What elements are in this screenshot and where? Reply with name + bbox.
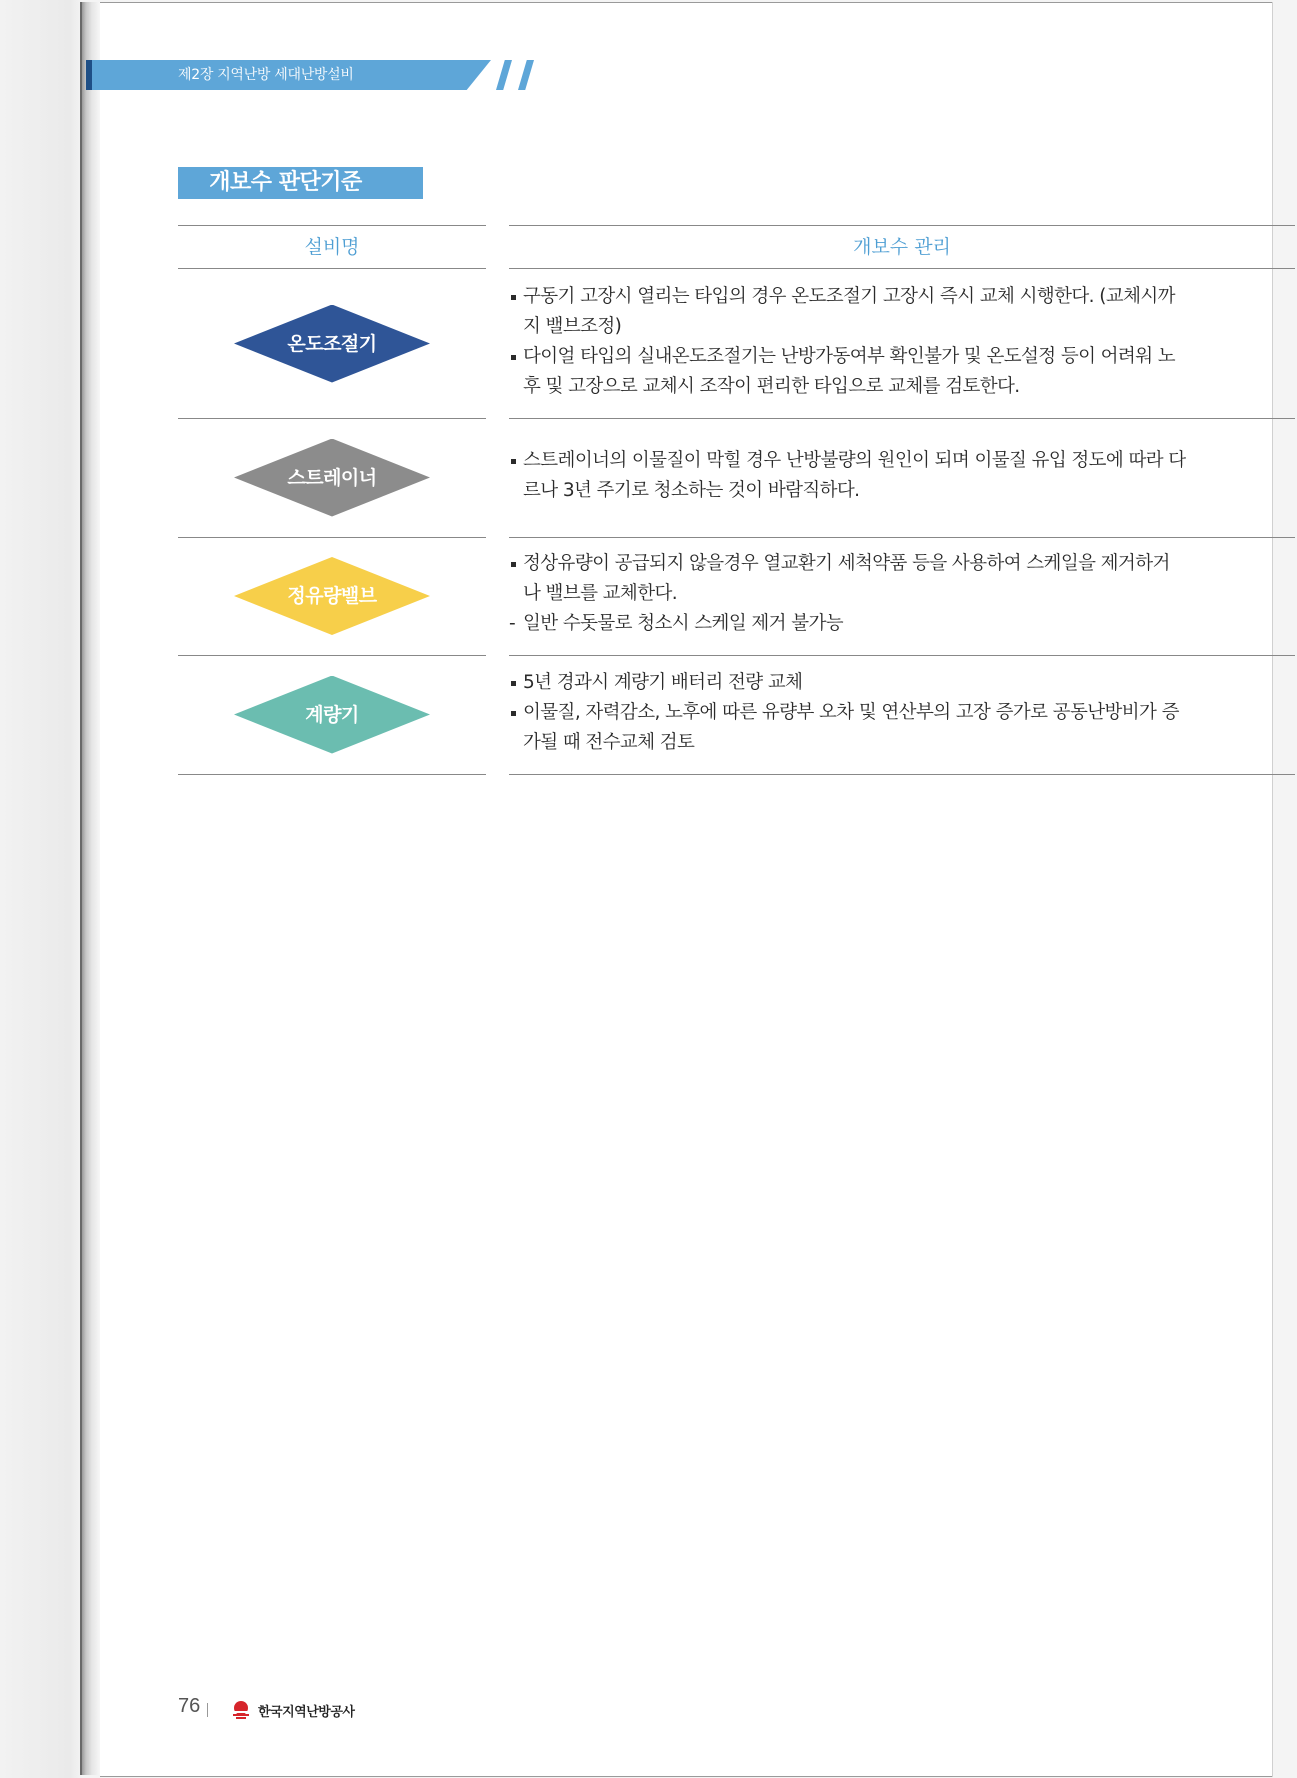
description-line: 나 밸브를 교체한다. <box>523 583 678 604</box>
document-page <box>100 2 1272 1777</box>
organization-name: 한국지역난방공사 <box>258 1705 355 1720</box>
description-line: 일반 수돗물로 청소시 스케일 제거 불가능 <box>523 613 844 634</box>
page-binding-edge <box>80 2 102 1775</box>
row-divider <box>509 418 1295 419</box>
description-line: 가될 때 전수교체 검토 <box>523 731 695 753</box>
description-item <box>509 549 1295 609</box>
row-divider <box>509 655 1295 656</box>
bullet-icon <box>511 355 516 360</box>
bullet-icon <box>511 711 516 716</box>
kdhc-logo-icon <box>230 1699 252 1721</box>
description-line: 구동기 고장시 열리는 타입의 경우 온도조절기 고장시 즉시 교체 시행한다. (교체시까 <box>523 285 1175 307</box>
page-number: 76 <box>178 1695 201 1717</box>
description-item <box>509 698 1295 758</box>
column-header-management: 개보수 관리 <box>509 225 1295 269</box>
management-description <box>509 446 1295 506</box>
row-divider <box>178 537 486 538</box>
chapter-label: 제2장 지역난방 세대난방설비 <box>178 67 354 83</box>
bullet-icon <box>511 295 516 300</box>
equipment-name: 스트레이너 <box>287 466 377 489</box>
description-line: 후 및 고장으로 교체시 조작이 편리한 타입으로 교체를 검토한다. <box>523 375 1020 397</box>
description-item <box>509 668 1295 698</box>
row-divider <box>178 655 486 656</box>
dash-marker: - <box>509 613 516 634</box>
section-title: 개보수 판단기준 <box>178 167 423 199</box>
description-line: 다이얼 타입의 실내온도조절기는 난방가동여부 확인불가 및 온도설정 등이 어려워 노 <box>523 345 1176 367</box>
description-line: 정상유량이 공급되지 않을경우 열교환기 세척약품 등을 사용하여 스케일을 제거하거 <box>523 553 1170 574</box>
row-divider <box>509 537 1295 538</box>
management-description <box>509 549 1295 639</box>
description-item <box>509 446 1295 506</box>
management-description <box>509 282 1295 402</box>
description-item <box>509 609 1295 639</box>
row-divider <box>178 418 486 419</box>
equipment-name: 정유량밸브 <box>287 585 377 607</box>
description-line: 지 밸브조정) <box>523 315 622 337</box>
bullet-icon <box>511 681 516 686</box>
description-line: 르나 3년 주기로 청소하는 것이 바람직하다. <box>523 479 860 501</box>
bullet-icon <box>511 459 516 464</box>
equipment-name: 계량기 <box>305 703 359 726</box>
column-header-equipment: 설비명 <box>178 225 486 269</box>
description-item <box>509 342 1295 402</box>
banner-stripe-decoration <box>496 60 512 90</box>
management-description <box>509 668 1295 758</box>
page-number-divider <box>207 1703 208 1717</box>
row-divider <box>509 774 1295 775</box>
bullet-icon <box>511 562 516 567</box>
row-divider <box>178 774 486 775</box>
equipment-name: 온도조절기 <box>287 332 377 355</box>
banner-stripe-decoration <box>518 60 534 90</box>
description-item <box>509 282 1295 342</box>
description-line: 5년 경과시 계량기 배터리 전량 교체 <box>523 671 803 693</box>
description-line: 이물질, 자력감소, 노후에 따른 유량부 오차 및 연산부의 고장 증가로 공동난방비가 증 <box>523 701 1179 723</box>
description-line: 스트레이너의 이물질이 막힐 경우 난방불량의 원인이 되며 이물질 유입 정도에 따라 다 <box>523 449 1186 471</box>
